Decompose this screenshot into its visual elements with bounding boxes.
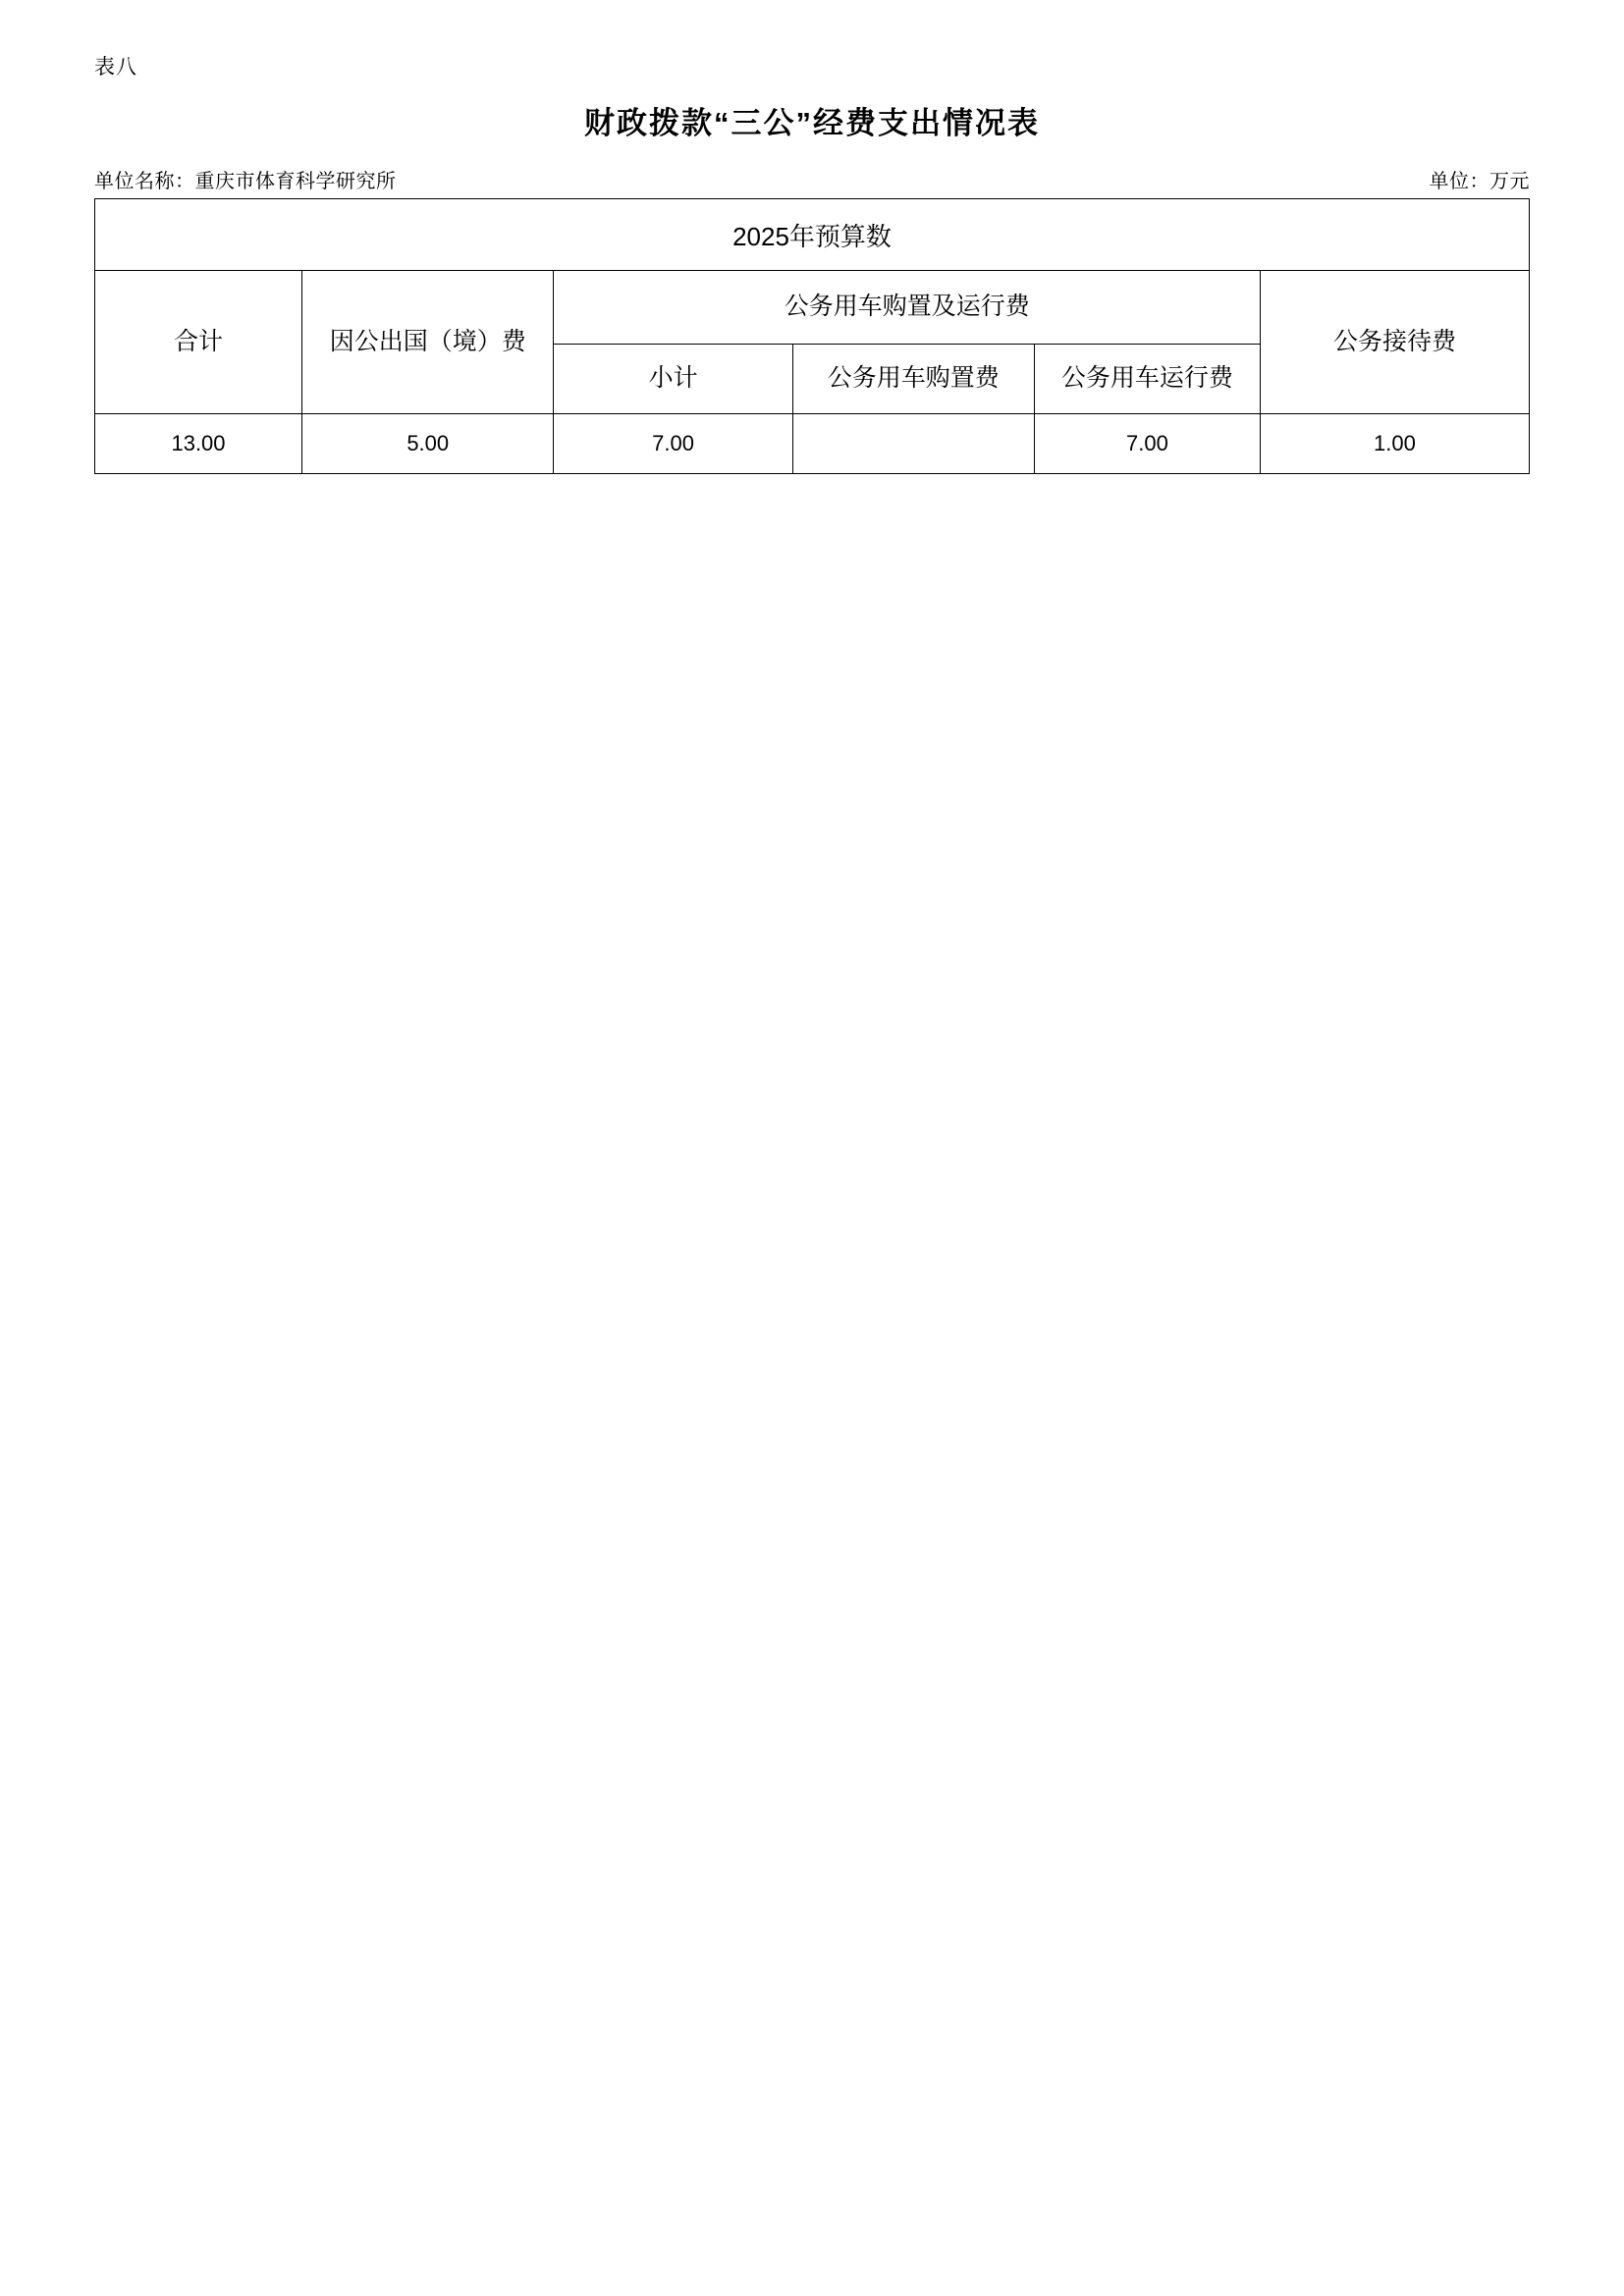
cell-vehicle-subtotal: 7.00 — [554, 414, 792, 474]
banner-cell: 2025年预算数 — [95, 199, 1530, 271]
header-abroad: 因公出国（境）费 — [302, 271, 554, 414]
meta-row — [94, 165, 1530, 193]
cell-vehicle-purchase — [792, 414, 1034, 474]
unit-name-label: 单位名称： — [94, 171, 195, 192]
header-vehicle-purchase: 公务用车购置费 — [792, 345, 1034, 414]
header-vehicle-subtotal: 小计 — [554, 345, 792, 414]
page-title: 财政拨款“三公”经费支出情况表 — [584, 106, 1040, 140]
currency-unit: 单位：万元 — [1429, 171, 1530, 192]
unit-name — [94, 165, 397, 193]
table-row — [95, 414, 1530, 474]
cell-vehicle-operation: 7.00 — [1034, 414, 1260, 474]
header-vehicle-operation: 公务用车运行费 — [1034, 345, 1260, 414]
cell-abroad: 5.00 — [302, 414, 554, 474]
table-banner-row — [95, 199, 1530, 271]
cell-reception: 1.00 — [1260, 414, 1529, 474]
header-row-main — [95, 271, 1530, 345]
header-total: 合计 — [95, 271, 302, 414]
three-public-expense-table — [94, 198, 1530, 474]
unit-name-value: 重庆市体育科学研究所 — [194, 171, 397, 192]
header-reception: 公务接待费 — [1260, 271, 1529, 414]
sheet-label: 表八 — [94, 56, 137, 79]
cell-total: 13.00 — [95, 414, 302, 474]
header-vehicle-group: 公务用车购置及运行费 — [554, 271, 1260, 345]
